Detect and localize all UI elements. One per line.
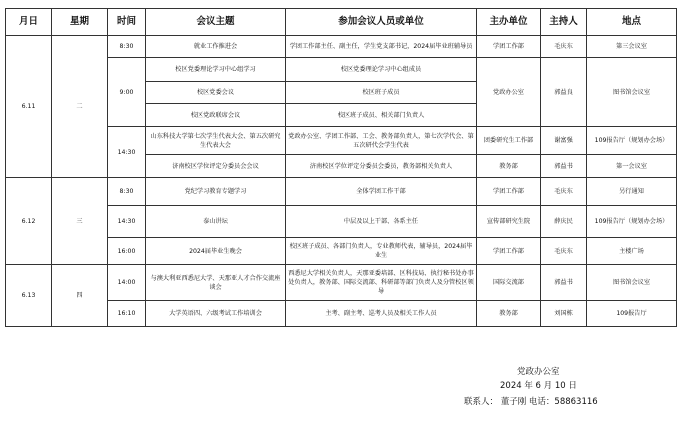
participants-cell: 主考、副主考、巡考人员及相关工作人员 bbox=[286, 301, 477, 327]
date-cell: 6.12 bbox=[6, 178, 52, 265]
time-cell: 16:10 bbox=[108, 301, 146, 327]
participants-cell: 党政办公室、学团工作部、工会、教务部负责人，第七次学代会、第五次研代会学生代表 bbox=[286, 127, 477, 155]
footer-contact: 联系人： 董子刚 电话：58863116 bbox=[464, 397, 598, 407]
host-cell: 谢富强 bbox=[541, 127, 587, 155]
footer-office: 党政办公室 bbox=[517, 367, 560, 377]
weekday-cell: 四 bbox=[52, 265, 108, 327]
topic-cell: 济南校区学位评定分委员会会议 bbox=[146, 155, 286, 178]
participants-cell: 校区班子成员、相关部门负责人 bbox=[286, 104, 477, 127]
header-participants: 参加会议人员或单位 bbox=[286, 9, 477, 36]
host-unit-cell: 学团工作部 bbox=[477, 36, 541, 58]
location-cell: 另行通知 bbox=[587, 178, 677, 206]
participants-cell: 西悉尼大学相关负责人，天那亚委培部、区科技局、执行秘书处办事处负责人，教务部、国际交流部、科研部等部门负责人及分管校区领导 bbox=[286, 265, 477, 301]
topic-cell: 泰山讲坛 bbox=[146, 206, 286, 238]
header-date: 月日 bbox=[6, 9, 52, 36]
topic-cell: 校区党委理论学习中心组学习 bbox=[146, 58, 286, 82]
location-cell: 109报告厅（规划办会场） bbox=[587, 206, 677, 238]
host-unit-cell: 党政办公室 bbox=[477, 58, 541, 127]
host-unit-cell: 学团工作部 bbox=[477, 238, 541, 265]
topic-cell: 2024届毕业生晚会 bbox=[146, 238, 286, 265]
host-unit-cell: 教务部 bbox=[477, 155, 541, 178]
topic-cell: 大学英语四、六级考试工作培训会 bbox=[146, 301, 286, 327]
host-unit-cell: 宣传部研究生院 bbox=[477, 206, 541, 238]
participants-cell: 中层及以上干部、各系主任 bbox=[286, 206, 477, 238]
host-cell: 郭益良 bbox=[541, 58, 587, 127]
topic-cell: 山东科技大学第七次学生代表大会、第五次研究生代表大会 bbox=[146, 127, 286, 155]
host-cell: 郭益书 bbox=[541, 265, 587, 301]
header-weekday: 星期 bbox=[52, 9, 108, 36]
time-cell: 14:00 bbox=[108, 265, 146, 301]
time-cell: 14:30 bbox=[108, 127, 146, 178]
header-topic: 会议主题 bbox=[146, 9, 286, 36]
table-row bbox=[6, 178, 677, 206]
table-row bbox=[6, 265, 677, 301]
topic-cell: 党纪学习教育专题学习 bbox=[146, 178, 286, 206]
location-cell: 图书馆会议室 bbox=[587, 58, 677, 127]
schedule-table bbox=[5, 8, 677, 327]
participants-cell: 全体学团工作干部 bbox=[286, 178, 477, 206]
host-unit-cell: 教务部 bbox=[477, 301, 541, 327]
header-host-unit: 主办单位 bbox=[477, 9, 541, 36]
header-location: 地点 bbox=[587, 9, 677, 36]
host-unit-cell: 国际交流部 bbox=[477, 265, 541, 301]
participants-cell: 济南校区学位评定分委员会委员，教务部相关负责人 bbox=[286, 155, 477, 178]
topic-cell: 与澳大利亚西悉尼大学、天那亚人才合作交流座谈会 bbox=[146, 265, 286, 301]
host-unit-cell: 团委研究生工作部 bbox=[477, 127, 541, 155]
weekday-cell: 二 bbox=[52, 36, 108, 178]
location-cell: 主楼广场 bbox=[587, 238, 677, 265]
weekday-cell: 三 bbox=[52, 178, 108, 265]
location-cell: 第一会议室 bbox=[587, 155, 677, 178]
topic-cell: 校区党委会议 bbox=[146, 82, 286, 104]
host-cell: 毛庆东 bbox=[541, 178, 587, 206]
host-cell: 薛庆民 bbox=[541, 206, 587, 238]
participants-cell: 学团工作部主任、副主任，学生党支部书记，2024届毕业班辅导员 bbox=[286, 36, 477, 58]
time-cell: 8:30 bbox=[108, 36, 146, 58]
location-cell: 第三会议室 bbox=[587, 36, 677, 58]
participants-cell: 校区党委理论学习中心组成员 bbox=[286, 58, 477, 82]
header-row bbox=[6, 9, 677, 36]
header-host: 主持人 bbox=[541, 9, 587, 36]
topic-cell: 就业工作推进会 bbox=[146, 36, 286, 58]
participants-cell: 校区班子成员 bbox=[286, 82, 477, 104]
time-cell: 9:00 bbox=[108, 58, 146, 127]
footer-date: 2024 年 6 月 10 日 bbox=[500, 381, 577, 391]
host-unit-cell: 学团工作部 bbox=[477, 178, 541, 206]
table-row bbox=[6, 36, 677, 58]
host-cell: 毛庆东 bbox=[541, 238, 587, 265]
participants-cell: 校区班子成员、各部门负责人，专业教师代表，辅导员，2024届毕业生 bbox=[286, 238, 477, 265]
date-cell: 6.11 bbox=[6, 36, 52, 178]
topic-cell: 校区党政联席会议 bbox=[146, 104, 286, 127]
date-cell: 6.13 bbox=[6, 265, 52, 327]
time-cell: 8:30 bbox=[108, 178, 146, 206]
host-cell: 刘国栋 bbox=[541, 301, 587, 327]
host-cell: 毛庆东 bbox=[541, 36, 587, 58]
host-cell: 郭益书 bbox=[541, 155, 587, 178]
location-cell: 109报告厅 bbox=[587, 301, 677, 327]
time-cell: 16:00 bbox=[108, 238, 146, 265]
time-cell: 14:30 bbox=[108, 206, 146, 238]
location-cell: 109报告厅（规划办会场） bbox=[587, 127, 677, 155]
location-cell: 图书馆会议室 bbox=[587, 265, 677, 301]
header-time: 时间 bbox=[108, 9, 146, 36]
